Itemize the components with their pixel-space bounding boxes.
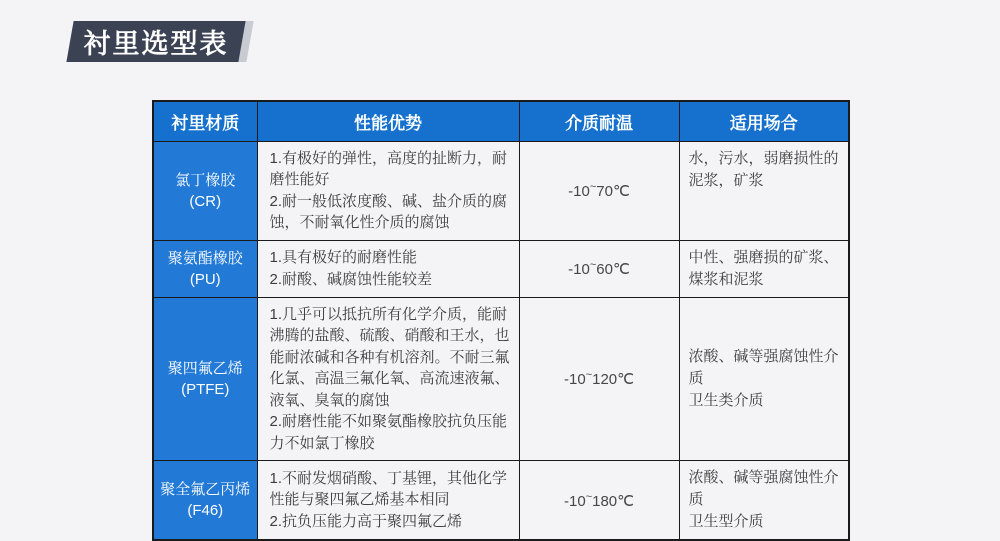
temperature-cell — [519, 141, 679, 240]
performance-cell — [257, 141, 519, 240]
application-line: 卫生类介质 — [688, 391, 764, 409]
application-cell — [679, 461, 849, 541]
temp-high: 120℃ — [592, 371, 634, 389]
application-cell — [679, 141, 849, 240]
temp-low: -10 — [564, 492, 586, 510]
table-row — [153, 297, 849, 461]
performance-item: 1.几乎可以抵抗所有化学介质，能耐沸腾的盐酸、硫酸、硝酸和王水，也能耐浓碱和各种有机溶剂。不耐三氟化氯、高温三氟化氧、高流速液氟、液氧、臭氧的腐蚀 — [269, 305, 510, 409]
performance-item: 1.具有极好的耐磨性能 — [269, 249, 418, 266]
header-application: 适用场合 — [679, 101, 849, 141]
temp-separator: ~ — [589, 181, 597, 193]
performance-cell — [257, 240, 519, 297]
material-name: 聚四氟乙烯 — [167, 359, 243, 377]
page-title: 衬里选型表 — [83, 29, 229, 59]
lining-selection-table — [152, 100, 850, 541]
temp-separator: ~ — [585, 369, 593, 382]
performance-cell — [257, 461, 519, 541]
application-line: 卫生型介质 — [688, 513, 764, 530]
performance-item: 1.有极好的弹性，高度的扯断力，耐磨性能好 — [269, 149, 508, 188]
table-row — [153, 461, 849, 541]
temperature-cell — [519, 461, 679, 541]
application-cell — [679, 297, 849, 461]
performance-item: 2.耐酸、碱腐蚀性能较差 — [269, 270, 433, 288]
temp-low: -10 — [564, 371, 586, 389]
table-row — [153, 240, 849, 297]
performance-item: 2.耐磨性能不如聚氨酯橡胶抗负压能力不如氯丁橡胶 — [269, 413, 508, 452]
performance-item: 1.不耐发烟硝酸、丁基锂，其他化学性能与聚四氟乙烯基本相同 — [269, 469, 508, 509]
material-code: (F46) — [187, 502, 224, 519]
application-line: 水，污水，弱磨损性的泥浆，矿浆 — [688, 149, 839, 189]
temp-high: 70℃ — [596, 183, 630, 200]
performance-item: 2.抗负压能力高于聚四氟乙烯 — [269, 512, 463, 530]
temp-high: 60℃ — [596, 261, 630, 278]
temp-separator: ~ — [585, 490, 593, 503]
temp-separator: ~ — [589, 259, 597, 271]
application-cell — [679, 240, 849, 297]
performance-item: 2.耐一般低浓度酸、碱、盐介质的腐蚀，不耐氧化性介质的腐蚀 — [269, 192, 508, 231]
page-title-badge — [70, 21, 242, 62]
material-code: (CR) — [189, 192, 222, 210]
material-name: 聚全氟乙丙烯 — [160, 481, 251, 498]
material-code: (PU) — [189, 270, 221, 288]
header-material: 衬里材质 — [153, 101, 257, 141]
application-line: 浓酸、碱等强腐蚀性介质 — [688, 347, 839, 387]
performance-cell — [257, 297, 519, 461]
header-temperature: 介质耐温 — [519, 101, 679, 141]
material-cell — [153, 141, 257, 240]
material-name: 氯丁橡胶 — [175, 171, 236, 189]
table-header-row — [153, 101, 849, 141]
header-performance: 性能优势 — [257, 101, 519, 141]
material-code: (PTFE) — [181, 380, 230, 398]
application-line: 浓酸、碱等强腐蚀性介质 — [688, 469, 839, 508]
table-row — [153, 141, 849, 240]
application-line: 中性、强磨损的矿浆、煤浆和泥浆 — [688, 248, 839, 288]
material-cell — [153, 240, 257, 297]
material-cell — [153, 297, 257, 461]
temperature-cell — [519, 297, 679, 461]
temp-high: 180℃ — [592, 492, 634, 510]
temp-low: -10 — [568, 183, 590, 200]
material-cell — [153, 461, 257, 541]
temperature-cell — [519, 240, 679, 297]
temp-low: -10 — [568, 261, 590, 278]
material-name: 聚氨酯橡胶 — [167, 249, 243, 267]
